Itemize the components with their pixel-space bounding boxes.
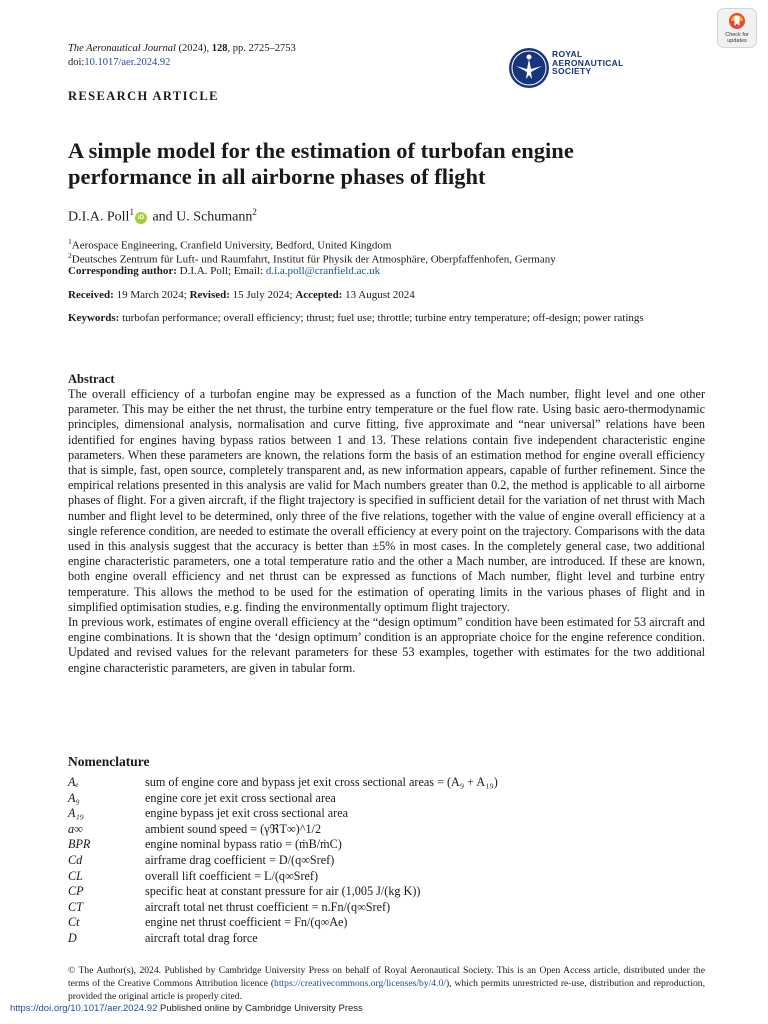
affiliation-2-number: 2 — [68, 251, 72, 260]
email-link[interactable]: d.i.a.poll@cranfield.ac.uk — [265, 265, 381, 277]
corresponding-author-text: D.I.A. Poll; Email: — [176, 265, 266, 277]
nomenclature-row — [68, 791, 708, 807]
journal-header — [68, 42, 296, 70]
affiliation-2-text: Deutsches Zentrum für Luft- und Raumfahrt, Institut für Physik der Atmosphäre, Oberpfaffenhofen, Germany — [71, 253, 556, 266]
nomenclature-symbol: Ct — [68, 915, 80, 930]
abstract-paragraph-1: The overall efficiency of a turbofan engine may be expressed as a function of the Mach number, flight level and one other parameter. This may be either the net thrust, the turbine entry temperature or the fuel flow rate. Using basic aero-thermodynamic principles, dimensional analysis, normalisation and curve fitting, five approximate and “near universal” relations have been identified for engines having bypass ratios between 1 and 13. These relations contain five independent characteristic engine parameters. When these parameters are known, the relations form the basis of an estimation method for engine overall efficiency that is simple, fast, open source, completely transparent and, as new information appears, capable of further refinement. Since the empirical relations presented in this analysis are valid for Mach numbers greater than 0.2, the method is applicable to all airborne phases of flight. For a given aircraft, if the flight trajectory is specified in sufficient detail for the variation of net thrust with Mach number and flight level to be determined, only three of the five relations, together with the value of engine overall efficiency at a single reference condition, are needed to estimate the overall efficiency at every point on the trajectory. Comparisons with the data used in this analysis suggest that the accuracy is better than ±5% in most cases. In the completely general case, two additional engine characteristic parameters, one a total temperature ratio and the other a Mach number, are introduced. If these are known, both engine overall efficiency and net thrust can be expressed as functions of Mach number, flight level and turbine entry temperature. This allows the method to be used for the estimation of operating limits in the various phases of flight and in simplified optimisation studies, e.g. finding the environmentally optimum flight trajectory. — [68, 387, 705, 614]
nomenclature-definition: overall lift coefficient = L/(q∞Sref) — [145, 868, 319, 883]
nomenclature-row — [68, 869, 708, 885]
keywords — [68, 311, 708, 325]
revised-label: Revised: — [189, 289, 230, 301]
keywords-text: turbofan performance; overall efficiency; thrust; fuel use; throttle; turbine entry temperature; off-design; power ratings — [119, 312, 644, 324]
nomenclature-definition: specific heat at constant pressure for air (1,005 J/(kg K)) — [145, 884, 421, 899]
journal-doi — [68, 56, 296, 70]
doi-prefix: doi: — [68, 57, 85, 68]
article-dates — [68, 288, 708, 302]
nomenclature-row — [68, 900, 708, 916]
copyright-text: © The Author(s), 2024. Published by Cambridge University Press on behalf of Royal Aeronautical Society. This is an Open Access article, distributed under the terms of the Creative Commons Attribution licence ( — [68, 965, 705, 989]
crossmark-icon — [728, 12, 746, 32]
license-link[interactable]: https://creativecommons.org/licenses/by/4.0/ — [274, 978, 446, 989]
nomenclature-symbol: CL — [68, 868, 83, 883]
nomenclature-row — [68, 884, 708, 900]
authors-and: and — [148, 209, 177, 225]
nomenclature-row — [68, 775, 708, 791]
received-date: 19 March 2024; — [113, 289, 190, 301]
nomenclature-list — [68, 775, 708, 947]
nomenclature-symbol: Cd — [68, 852, 83, 867]
nomenclature-symbol: Aₑ — [68, 775, 79, 789]
received-label: Received: — [68, 289, 114, 301]
corresponding-author-label: Corresponding author: — [68, 265, 177, 277]
journal-name: The Aeronautical Journal — [68, 43, 176, 54]
authors-line — [68, 207, 257, 226]
nomenclature-symbol: A₉ — [68, 790, 80, 805]
article-type: RESEARCH ARTICLE — [68, 89, 219, 103]
journal-volume: 128 — [211, 43, 228, 54]
author-1-affiliation: 1 — [129, 207, 134, 217]
journal-citation — [68, 42, 296, 56]
keywords-label: Keywords: — [68, 312, 120, 324]
check-for-updates-badge[interactable] — [717, 8, 757, 48]
doi-link[interactable]: 10.1017/aer.2024.92 — [84, 57, 171, 68]
page-footer — [10, 1003, 363, 1014]
abstract-paragraph-2: In previous work, estimates of engine overall efficiency at the “design optimum” condition have been estimated for 53 aircraft and engine combinations. It is shown that the ‘design optimum’ condition is an appropriate choice for the engine reference condition. Updated and revised values for the relevant parameters for these 53 examples, together with estimates for the two additional engine characteristic parameters, are given in tabular form. — [68, 615, 705, 675]
nomenclature-symbol: CT — [68, 899, 83, 914]
author-2: U. Schumann — [176, 209, 253, 225]
copyright-notice — [68, 964, 705, 1003]
affiliation-1-number: 1 — [68, 237, 72, 246]
nomenclature-symbol: A₁₉ — [68, 806, 84, 821]
revised-date: 15 July 2024; — [229, 289, 296, 301]
nomenclature-row — [68, 806, 708, 822]
nomenclature-definition: engine core jet exit cross sectional area — [145, 790, 336, 805]
society-logo-text: ROYAL AERONAUTICAL SOCIETY — [552, 49, 624, 76]
nomenclature-definition: sum of engine core and bypass jet exit cross sectional areas = (A₉ + A₁₉) — [145, 775, 498, 789]
check-for-updates-label: Check for updates — [725, 32, 749, 44]
nomenclature-definition: aircraft total drag force — [145, 930, 258, 945]
society-emblem-icon — [508, 47, 550, 89]
nomenclature-symbol: BPR — [68, 837, 91, 852]
nomenclature-symbol: a∞ — [68, 821, 83, 836]
nomenclature-row — [68, 837, 708, 853]
nomenclature-symbol: D — [68, 930, 77, 945]
footer-doi-link[interactable]: https://doi.org/10.1017/aer.2024.92 — [10, 1003, 158, 1014]
abstract-body — [68, 387, 705, 676]
nomenclature-definition: ambient sound speed = (γℜT∞)^1/2 — [145, 821, 322, 836]
author-1: D.I.A. Poll — [68, 209, 130, 225]
nomenclature-definition: airframe drag coefficient = D/(q∞Sref) — [145, 852, 335, 867]
society-logo — [508, 44, 658, 92]
copyright-text-end: ), which permits unrestricted re-use, distribution and reproduction, provided the original article is properly cited. — [68, 978, 705, 1002]
nomenclature-definition: engine bypass jet exit cross sectional area — [145, 806, 349, 821]
nomenclature-row — [68, 931, 708, 947]
orcid-icon[interactable]: iD — [135, 212, 147, 224]
nomenclature-row — [68, 853, 708, 869]
accepted-label: Accepted: — [295, 289, 343, 301]
affiliation-1-text: Aerospace Engineering, Cranfield University, Bedford, United Kingdom — [71, 239, 392, 252]
journal-pages: , pp. 2725–2753 — [227, 43, 296, 54]
nomenclature-definition: engine nominal bypass ratio = (ṁB/ṁC) — [145, 837, 342, 852]
accepted-date: 13 August 2024 — [342, 289, 415, 301]
nomenclature-definition: aircraft total net thrust coefficient = n.Fn/(q∞Sref) — [145, 899, 391, 914]
author-2-affiliation: 2 — [252, 207, 257, 217]
nomenclature-row — [68, 915, 708, 931]
nomenclature-heading: Nomenclature — [68, 754, 150, 769]
abstract-heading: Abstract — [68, 372, 115, 386]
paper-title: A simple model for the estimation of turbofan engine performance in all airborne phases of flight — [68, 138, 574, 189]
nomenclature-row — [68, 822, 708, 838]
journal-year: (2024), — [175, 43, 212, 54]
nomenclature-symbol: CP — [68, 884, 84, 899]
nomenclature-definition: engine net thrust coefficient = Fn/(q∞Ae) — [145, 915, 348, 930]
corresponding-author — [68, 264, 380, 278]
footer-published: Published online by Cambridge University Press — [157, 1003, 363, 1014]
